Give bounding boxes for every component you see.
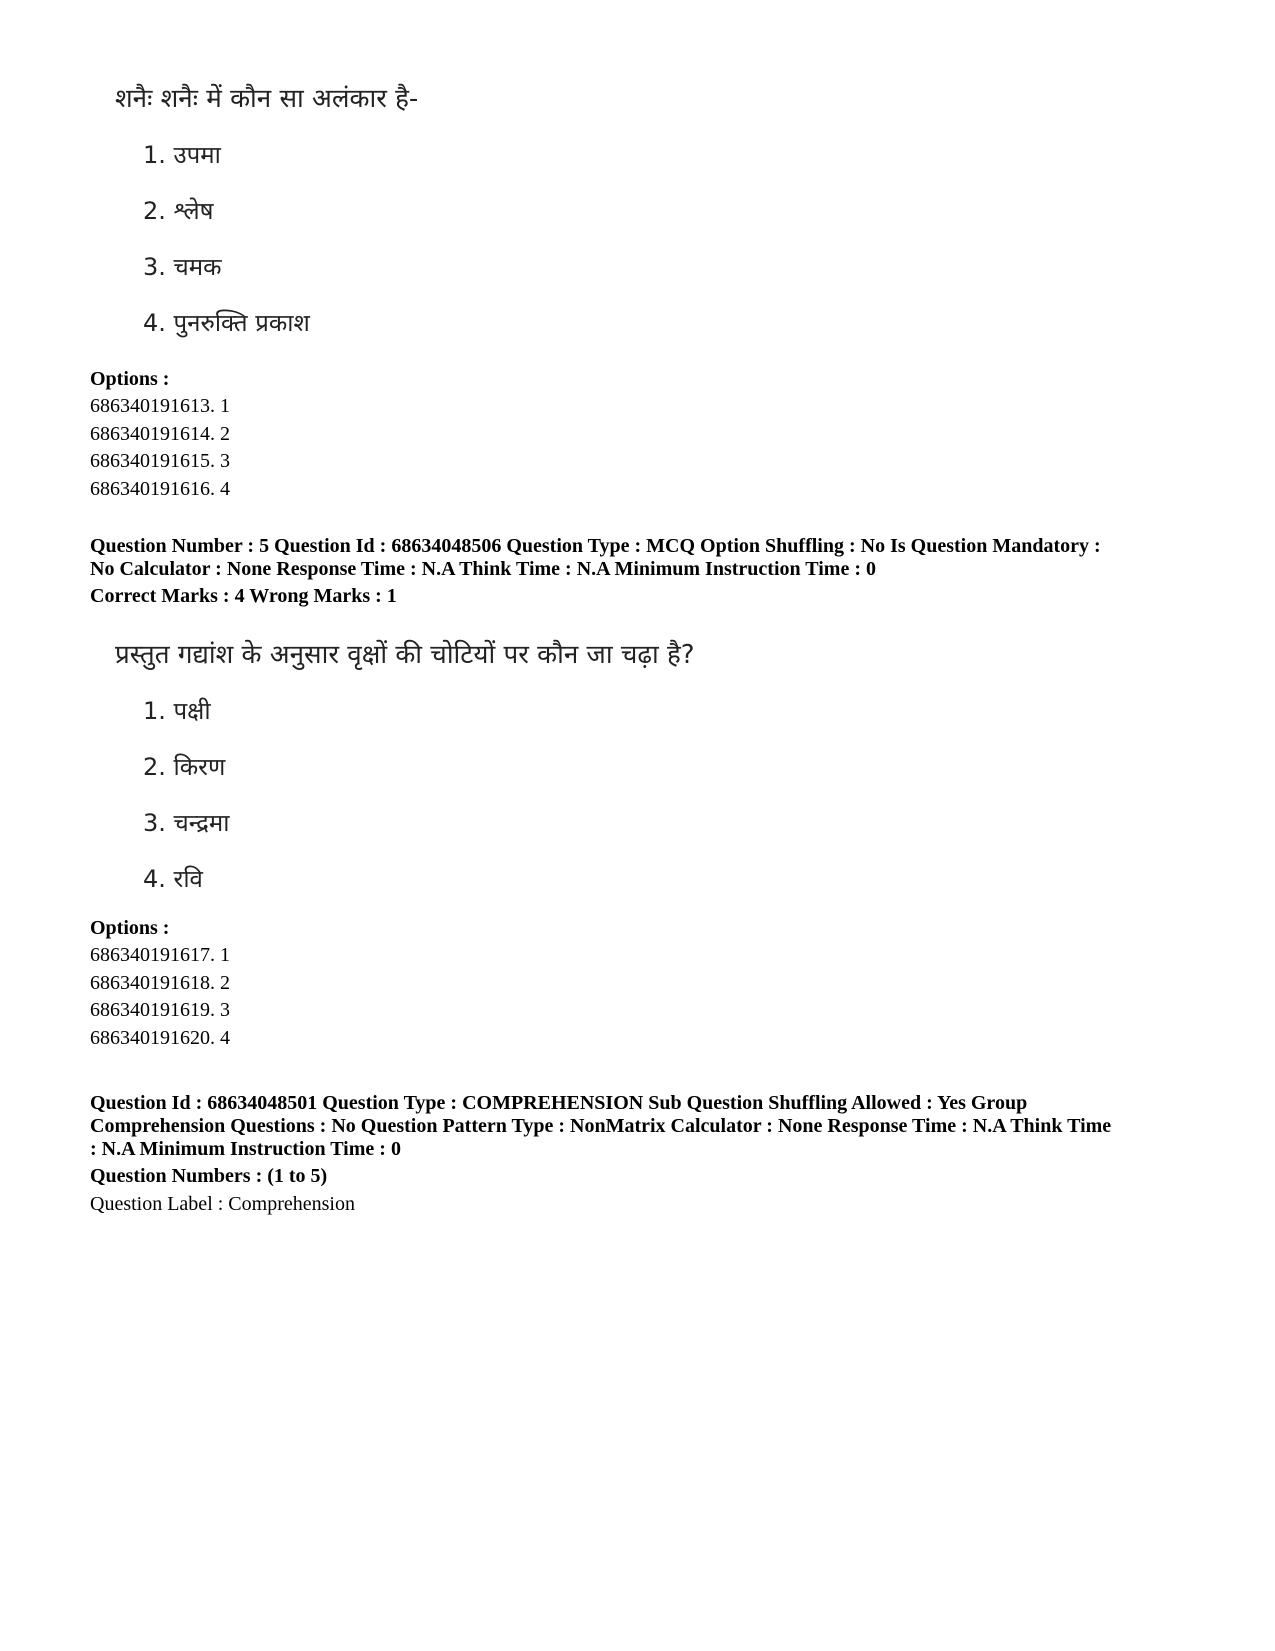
comprehension-meta-line-3: : N.A Minimum Instruction Time : 0 [90,1138,401,1160]
comprehension-question-numbers: Question Numbers : (1 to 5) [90,1165,328,1187]
question-5-stem: प्रस्तुत गद्यांश के अनुसार वृक्षों की चोटियों पर कौन जा चढ़ा है? [115,640,695,670]
question-5-options-label: Options : [90,917,170,939]
comprehension-meta-line-1: Question Id : 68634048501 Question Type : COMPREHENSION Sub Question Shuffling Allowed : Yes Group [90,1092,1028,1114]
question-5-choice-4: 4. रवि [143,865,203,893]
question-4-option-2: 686340191614. 2 [90,423,230,445]
question-5-option-2: 686340191618. 2 [90,972,230,994]
question-4-choice-2: 2. श्लेष [143,197,214,225]
question-4-stem: शनैः शनैः में कौन सा अलंकार है- [115,84,419,114]
question-4-options-label: Options : [90,368,170,390]
question-4-choice-4: 4. पुनरुक्ति प्रकाश [143,309,310,337]
question-5-choice-1: 1. पक्षी [143,697,211,725]
question-5-meta-line-1: Question Number : 5 Question Id : 68634048506 Question Type : MCQ Option Shuffling : No Is Question Mandatory : [90,535,1101,557]
question-4-option-1: 686340191613. 1 [90,395,230,417]
question-4-option-4: 686340191616. 4 [90,478,230,500]
comprehension-meta-line-2: Comprehension Questions : No Question Pattern Type : NonMatrix Calculator : None Response Time : N.A Think Time [90,1115,1112,1137]
question-5-option-1: 686340191617. 1 [90,944,230,966]
question-5-option-3: 686340191619. 3 [90,999,230,1021]
question-4-choice-1: 1. उपमा [143,141,221,169]
question-5-choice-2: 2. किरण [143,753,226,781]
question-5-option-4: 686340191620. 4 [90,1027,230,1049]
question-4-choice-3: 3. चमक [143,253,222,281]
question-5-marks: Correct Marks : 4 Wrong Marks : 1 [90,585,397,607]
question-5-meta-line-2: No Calculator : None Response Time : N.A Think Time : N.A Minimum Instruction Time : 0 [90,558,876,580]
question-5-choice-3: 3. चन्द्रमा [143,809,230,837]
comprehension-question-label: Question Label : Comprehension [90,1193,355,1215]
question-4-option-3: 686340191615. 3 [90,450,230,472]
